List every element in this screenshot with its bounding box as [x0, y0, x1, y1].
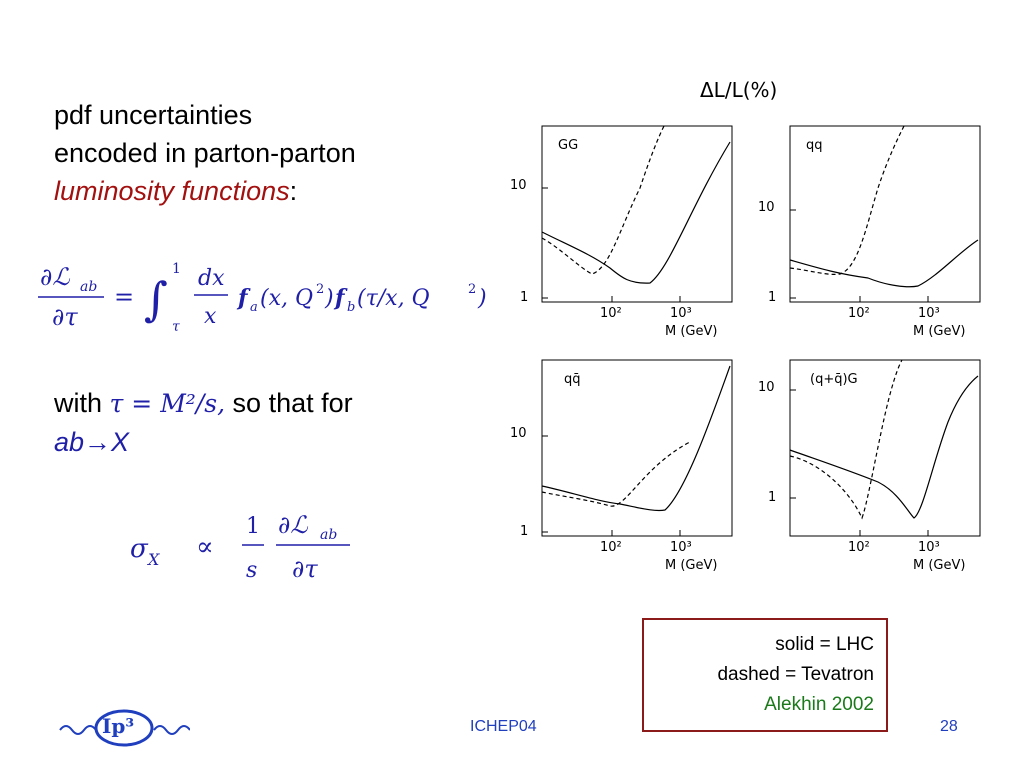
intro-line-2: encoded in parton-parton — [54, 138, 356, 168]
x-axis-label: M (GeV) — [665, 558, 718, 573]
xtick-1000: 10³ — [670, 540, 692, 555]
legend-source: Alekhin 2002 — [764, 694, 874, 715]
svg-text:∂τ: ∂τ — [52, 303, 78, 331]
ytick-10: 10 — [758, 380, 775, 395]
with-word: with — [54, 388, 103, 418]
xtick-1000: 10³ — [918, 306, 940, 321]
svg-text:∂ℒ: ∂ℒ — [40, 263, 70, 291]
svg-text:a: a — [250, 300, 258, 315]
svg-text:σ: σ — [130, 534, 148, 564]
x-axis-label: M (GeV) — [913, 558, 966, 573]
panel-gg — [500, 118, 740, 358]
svg-text:x: x — [204, 304, 217, 329]
ip3-logo — [58, 708, 190, 748]
legend-solid: solid = LHC — [775, 634, 874, 655]
svg-text:ab: ab — [80, 279, 98, 295]
intro-text — [54, 96, 356, 210]
svg-text:ab: ab — [320, 527, 338, 543]
panel-qqbar-g — [748, 352, 988, 592]
xtick-1000: 10³ — [918, 540, 940, 555]
svg-text:): ) — [478, 286, 487, 311]
svg-text:2: 2 — [316, 282, 325, 297]
svg-text:∂ℒ: ∂ℒ — [278, 511, 308, 539]
xtick-100: 10² — [848, 540, 870, 555]
tau-definition — [54, 384, 353, 461]
panel-label: qq — [806, 138, 823, 153]
svg-text:f: f — [238, 285, 248, 311]
xtick-100: 10² — [848, 306, 870, 321]
svg-text:∂τ: ∂τ — [292, 555, 318, 583]
ytick-10: 10 — [758, 200, 775, 215]
luminosity-equation — [32, 255, 497, 335]
panel-label: qq̄ — [564, 372, 581, 387]
x-axis-label: M (GeV) — [913, 324, 966, 339]
intro-line-1: pdf uncertainties — [54, 100, 253, 130]
cross-section-equation — [128, 505, 368, 590]
xtick-1000: 10³ — [670, 306, 692, 321]
svg-text:X: X — [148, 550, 160, 569]
ytick-1: 1 — [768, 490, 777, 505]
so-that-for: so that for — [232, 388, 353, 418]
luminosity-highlight: luminosity functions — [54, 176, 290, 206]
ytick-1: 1 — [768, 290, 777, 305]
svg-text:2: 2 — [468, 282, 477, 297]
svg-text:1: 1 — [246, 514, 260, 539]
legend-dashed: dashed = Tevatron — [717, 664, 874, 685]
svg-text:=: = — [114, 283, 135, 311]
svg-text:(x, Q: (x, Q — [260, 286, 314, 311]
svg-text:∝: ∝ — [196, 532, 214, 562]
xtick-100: 10² — [600, 306, 622, 321]
process-label: ab→X — [54, 427, 130, 457]
svg-text:dx: dx — [198, 266, 225, 291]
panel-label: (q+q̄)G — [810, 372, 858, 387]
panel-qq — [748, 118, 988, 358]
figure-top-label: ΔL/L(%) — [700, 78, 778, 102]
ytick-1: 1 — [520, 524, 529, 539]
page-number: 28 — [940, 718, 958, 735]
ytick-1: 1 — [520, 290, 529, 305]
xtick-100: 10² — [600, 540, 622, 555]
svg-text:∫: ∫ — [144, 272, 168, 326]
svg-text:1: 1 — [172, 261, 181, 277]
ytick-10: 10 — [510, 426, 527, 441]
conference-label: ICHEP04 — [470, 718, 537, 735]
panel-qqbar — [500, 352, 740, 592]
ytick-10: 10 — [510, 178, 527, 193]
logo-text: Ip³ — [102, 714, 135, 738]
x-axis-label: M (GeV) — [665, 324, 718, 339]
legend-box — [642, 618, 888, 732]
intro-line-3: luminosity functions: — [54, 176, 298, 206]
panel-label: GG — [558, 138, 579, 153]
svg-text:): ) — [325, 286, 334, 311]
svg-text:b: b — [347, 300, 356, 315]
svg-text:τ: τ — [172, 319, 180, 335]
svg-text:s: s — [246, 558, 258, 583]
svg-text:(τ/x, Q: (τ/x, Q — [357, 286, 430, 311]
svg-text:f: f — [335, 285, 345, 311]
tau-expression: τ = M²/s, — [109, 389, 226, 418]
